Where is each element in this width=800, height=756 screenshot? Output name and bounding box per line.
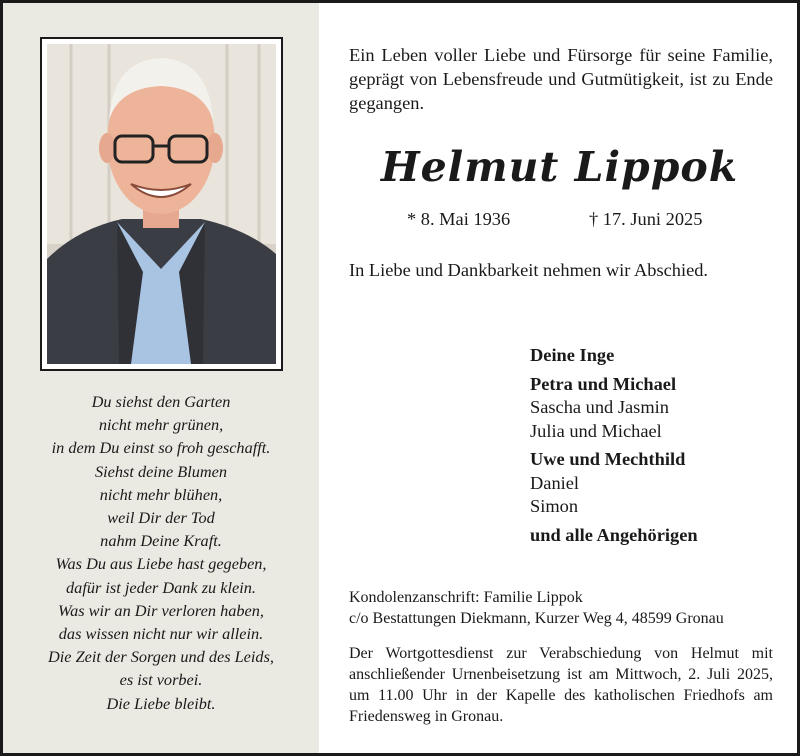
poem-line: dafür ist jeder Dank zu klein. [66,577,256,597]
poem-line: Du siehst den Garten [91,392,231,411]
poem-line: weil Dir der Tod [107,508,215,528]
poem-line: es ist vorbei. [119,670,203,690]
deceased-name: Helmut Lippok [380,143,739,191]
poem-line: in dem Du einst so froh geschafft. [51,438,271,458]
birth-date: * 8. Mai 1936 [407,209,511,229]
poem-line: Siehst deine Blumen [94,461,228,481]
memorial-poem [3,390,319,715]
family-member: Daniel [530,472,580,493]
poem-line: nahm Deine Kraft. [100,531,222,551]
family-member: Deine Inge [530,345,615,365]
poem-line: Was Du aus Liebe hast gegeben, [55,554,267,574]
poem-line: Die Liebe bleibt. [106,693,216,713]
poem-line: Was wir an Dir verloren haben, [58,600,264,620]
family-list [530,344,698,547]
intro-text: Ein Leben voller Liebe und Fürsorge für seine Familie, geprägt von Lebensfreude und Gutmütigkeit, ist zu Ende gegangen. [349,45,773,113]
portrait-frame [40,37,283,371]
condolence-line: Kondolenzanschrift: Familie Lippok [349,589,583,606]
family-member: und alle Angehörigen [530,524,698,545]
condolence-line: c/o Bestattungen Diekmann, Kurzer Weg 4, 48599 Gronau [349,610,724,627]
poem-line: Die Zeit der Sorgen und des Leids, [48,647,274,667]
poem-line: das wissen nicht nur wir allein. [58,624,264,644]
farewell-line: In Liebe und Dankbarkeit nehmen wir Abschied. [349,260,709,280]
poem-line: nicht mehr grünen, [98,415,224,435]
family-member: Petra und Michael [530,373,677,394]
service-info: Der Wortgottesdienst zur Verabschiedung von Helmut mit anschließender Urnenbeisetzung ist am Mittwoch, 2. Juli 2025, um 11.00 Uhr in der Kapelle des katholischen Friedhofs am Friedensweg in Gronau. [349,645,773,725]
family-member: Simon [530,496,579,516]
condolence-address [349,587,724,629]
poem-line: nicht mehr blühen, [99,484,223,504]
death-date: † 17. Juni 2025 [589,209,703,229]
right-panel [319,3,800,753]
portrait-photo-icon [47,44,276,364]
family-member: Sascha und Jasmin [530,397,669,417]
family-member: Uwe und Mechthild [530,449,686,469]
family-member: Julia und Michael [530,420,662,441]
left-panel [3,3,319,753]
